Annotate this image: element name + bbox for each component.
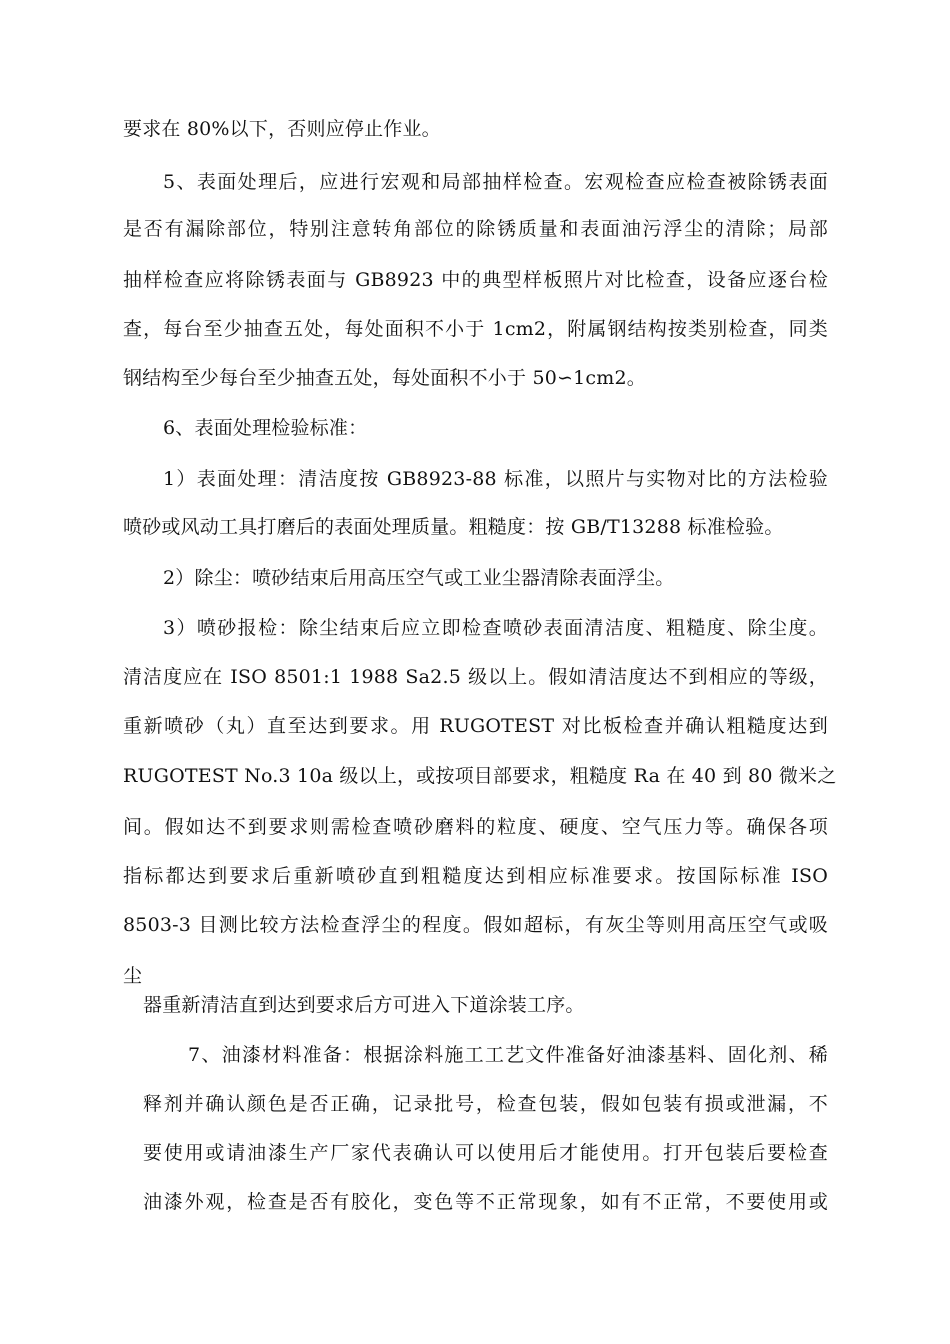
text-line: 指标都达到要求后重新喷砂直到粗糙度达到相应标准要求。按国际标准 ISO xyxy=(123,865,828,887)
text-line: 6、表面处理检验标准： xyxy=(163,417,368,439)
text-line: 要求在 80%以下，否则应停止作业。 xyxy=(123,118,441,140)
text-line: 尘 xyxy=(123,965,143,987)
text-line: 间。假如达不到要求则需检查喷砂磨料的粒度、硬度、空气压力等。确保各项 xyxy=(123,816,828,838)
text-line: 油漆外观，检查是否有胶化，变色等不正常现象，如有不正常，不要使用或 xyxy=(143,1191,828,1213)
text-line: 器重新清洁直到达到要求后方可进入下道涂装工序。 xyxy=(143,994,585,1016)
text-line: 喷砂或风动工具打磨后的表面处理质量。粗糙度：按 GB/T13288 标准检验。 xyxy=(123,516,784,538)
text-line: 查，每台至少抽查五处，每处面积不小于 1cm2，附属钢结构按类别检查，同类 xyxy=(123,318,828,340)
text-line: 1）表面处理：清洁度按 GB8923-88 标准，以照片与实物对比的方法检验 xyxy=(163,468,828,490)
text-line: 是否有漏除部位，特别注意转角部位的除锈质量和表面油污浮尘的清除；局部 xyxy=(123,218,828,240)
text-line: 7、油漆材料准备：根据涂料施工工艺文件准备好油漆基料、固化剂、稀 xyxy=(188,1044,828,1066)
text-line: 钢结构至少每台至少抽查五处，每处面积不小于 50∽1cm2。 xyxy=(123,367,646,389)
text-line: 2）除尘：喷砂结束后用高压空气或工业尘器清除表面浮尘。 xyxy=(163,567,675,589)
text-line: 3）喷砂报检：除尘结束后应立即检查喷砂表面清洁度、粗糙度、除尘度。 xyxy=(163,617,828,639)
text-line: 清洁度应在 ISO 8501:1 1988 Sa2.5 级以上。假如清洁度达不到相应的等级， xyxy=(123,666,828,688)
text-line: 要使用或请油漆生产厂家代表确认可以使用后才能使用。打开包装后要检查 xyxy=(143,1142,828,1164)
text-line: 8503-3 目测比较方法检查浮尘的程度。假如超标，有灰尘等则用高压空气或吸 xyxy=(123,914,828,936)
text-line: 重新喷砂（丸）直至达到要求。用 RUGOTEST 对比板检查并确认粗糙度达到 xyxy=(123,715,828,737)
text-line: 5、表面处理后，应进行宏观和局部抽样检查。宏观检查应检查被除锈表面 xyxy=(163,171,828,193)
text-line: 抽样检查应将除锈表面与 GB8923 中的典型样板照片对比检查，设备应逐台检 xyxy=(123,269,828,291)
text-line: 释剂并确认颜色是否正确，记录批号，检查包装，假如包装有损或泄漏，不 xyxy=(143,1093,828,1115)
text-line: RUGOTEST No.3 10a 级以上，或按项目部要求，粗糙度 Ra 在 40 到 80 微米之 xyxy=(123,765,837,787)
